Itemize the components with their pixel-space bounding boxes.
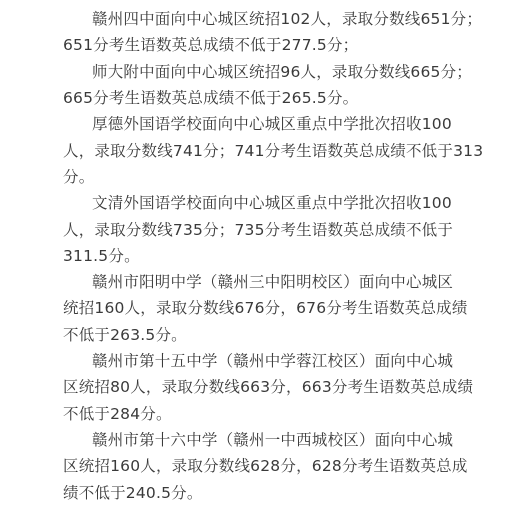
paragraph-5-line-1: 赣州市阳明中学（赣州三中阳明校区）面向中心城区 bbox=[92, 273, 454, 292]
paragraph-3-line-2: 人，录取分数线741分；741分考生语数英总成绩不低于313 bbox=[63, 141, 484, 160]
paragraph-6-line-3: 不低于284分。 bbox=[63, 404, 172, 423]
paragraph-3-line-1: 厚德外国语学校面向中心城区重点中学批次招收100 bbox=[92, 115, 452, 134]
paragraph-2-line-1: 师大附中面向中心城区统招96人，录取分数线665分； bbox=[92, 62, 473, 81]
paragraph-6-line-1: 赣州市第十五中学（赣州中学蓉江校区）面向中心城 bbox=[92, 352, 454, 371]
paragraph-4-line-3: 311.5分。 bbox=[63, 246, 140, 265]
paragraph-1-line-2: 651分考生语数英总成绩不低于277.5分； bbox=[63, 36, 359, 55]
paragraph-4-line-2: 人，录取分数线735分；735分考生语数英总成绩不低于 bbox=[63, 220, 454, 239]
paragraph-4-line-1: 文清外国语学校面向中心城区重点中学批次招收100 bbox=[92, 194, 452, 213]
paragraph-5-line-2: 统招160人，录取分数线676分，676分考生语数英总成绩 bbox=[63, 299, 468, 318]
paragraph-7-line-3: 绩不低于240.5分。 bbox=[63, 483, 203, 502]
paragraph-7-line-2: 区统招160人，录取分数线628分，628分考生语数英总成 bbox=[63, 457, 468, 476]
paragraph-3-line-3: 分。 bbox=[63, 167, 95, 186]
paragraph-1-line-1: 赣州四中面向中心城区统招102人，录取分数线651分； bbox=[92, 10, 483, 28]
paragraph-2-line-2: 665分考生语数英总成绩不低于265.5分。 bbox=[63, 88, 359, 107]
paragraph-5-line-3: 不低于263.5分。 bbox=[63, 325, 187, 344]
paragraph-6-line-2: 区统招80人，录取分数线663分，663分考生语数英总成绩 bbox=[63, 378, 474, 397]
paragraph-7-line-1: 赣州市第十六中学（赣州一中西城校区）面向中心城 bbox=[92, 431, 454, 450]
